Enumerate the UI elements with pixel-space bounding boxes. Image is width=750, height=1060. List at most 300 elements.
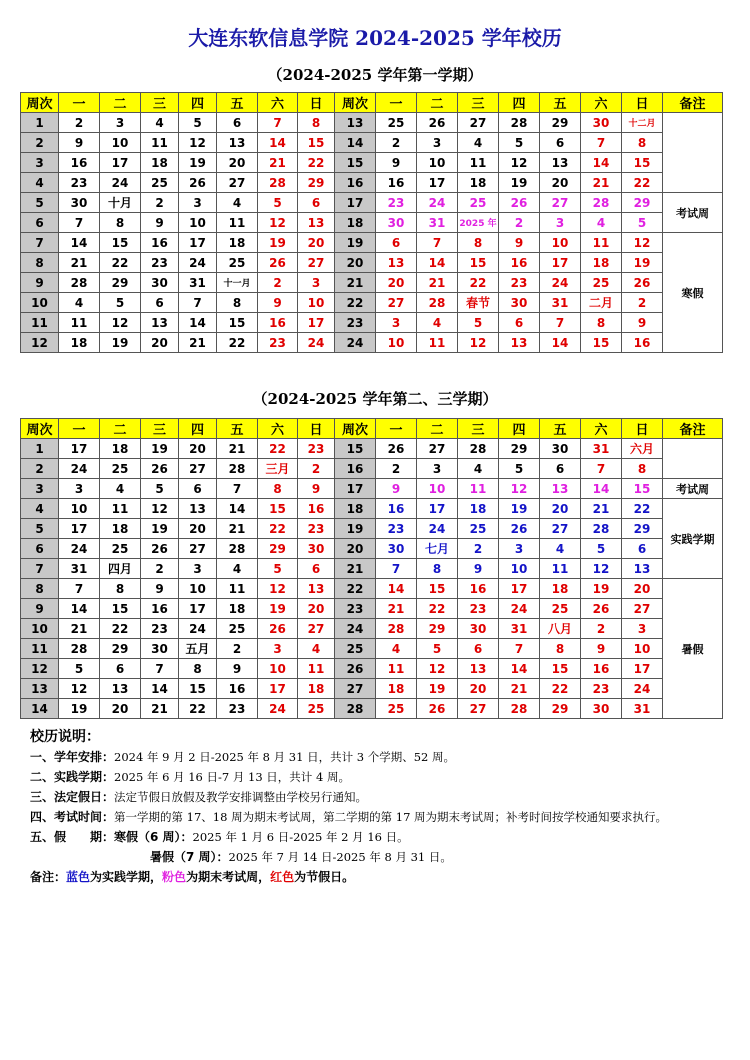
day-cell: 21	[581, 173, 622, 193]
column-header: 三	[141, 419, 179, 439]
day-cell: 4	[458, 459, 499, 479]
day-cell: 12	[179, 133, 217, 153]
week-row	[21, 133, 723, 153]
day-cell: 30	[581, 699, 622, 719]
day-cell: 4	[217, 559, 258, 579]
day-cell: 28	[499, 699, 540, 719]
week-row	[21, 113, 723, 133]
day-cell: 4	[100, 479, 141, 499]
day-cell: 26	[258, 253, 298, 273]
day-cell: 13	[298, 579, 335, 599]
column-header: 二	[100, 93, 141, 113]
week-row	[21, 153, 723, 173]
day-cell: 22	[217, 333, 258, 353]
day-cell: 24	[59, 539, 100, 559]
week-row	[21, 539, 723, 559]
day-cell: 23	[298, 439, 335, 459]
day-cell: 29	[622, 519, 663, 539]
day-cell: 13	[540, 479, 581, 499]
column-header: 四	[499, 419, 540, 439]
day-cell: 20	[100, 699, 141, 719]
day-cell: 14	[417, 253, 458, 273]
day-cell: 26	[258, 619, 298, 639]
day-cell: 23	[59, 173, 100, 193]
day-cell: 11	[458, 479, 499, 499]
remark-cell: 考试周	[663, 193, 723, 233]
week-number: 9	[21, 273, 59, 293]
day-cell: 14	[376, 579, 417, 599]
day-cell: 20	[540, 173, 581, 193]
column-header: 五	[540, 93, 581, 113]
day-cell: 10	[376, 333, 417, 353]
day-cell: 2	[458, 539, 499, 559]
week-number: 8	[21, 253, 59, 273]
day-cell: 20	[458, 679, 499, 699]
day-cell: 2025 年	[458, 213, 499, 233]
day-cell: 25	[141, 173, 179, 193]
day-cell: 18	[298, 679, 335, 699]
notes-heading: 校历说明：	[30, 729, 100, 745]
day-cell: 22	[540, 679, 581, 699]
week-number: 19	[335, 519, 376, 539]
day-cell: 3	[540, 213, 581, 233]
day-cell: 6	[179, 479, 217, 499]
day-cell: 12	[258, 213, 298, 233]
week-number: 27	[335, 679, 376, 699]
day-cell: 11	[540, 559, 581, 579]
day-cell: 10	[417, 479, 458, 499]
week-row	[21, 173, 723, 193]
day-cell: 20	[179, 519, 217, 539]
column-header: 四	[179, 419, 217, 439]
day-cell: 20	[141, 333, 179, 353]
week-number: 11	[21, 313, 59, 333]
week-number: 2	[21, 459, 59, 479]
day-cell: 23	[258, 333, 298, 353]
day-cell: 30	[141, 273, 179, 293]
week-number: 10	[21, 293, 59, 313]
note-item: 三、法定假日：法定节假日放假及教学安排调整由学校另行通知。	[30, 790, 368, 804]
calendar-title: 大连东软信息学院 2024-2025 学年校历	[188, 26, 562, 50]
day-cell: 14	[258, 133, 298, 153]
note-item: 暑假（7 周）：2025 年 7 月 14 日-2025 年 8 月 31 日。	[150, 850, 452, 864]
day-cell: 16	[499, 253, 540, 273]
day-cell: 28	[376, 619, 417, 639]
day-cell: 2	[376, 459, 417, 479]
day-cell: 20	[540, 499, 581, 519]
week-number: 22	[335, 293, 376, 313]
semester2-title: （2024-2025 学年第二、三学期）	[252, 390, 498, 408]
day-cell: 13	[217, 133, 258, 153]
day-cell: 14	[141, 679, 179, 699]
note-item: 二、实践学期：2025 年 6 月 16 日-7 月 13 日，共计 4 周。	[30, 770, 350, 784]
week-number: 15	[335, 153, 376, 173]
week-row	[21, 273, 723, 293]
day-cell: 30	[458, 619, 499, 639]
day-cell: 29	[100, 273, 141, 293]
day-cell: 3	[258, 639, 298, 659]
day-cell: 11	[217, 213, 258, 233]
day-cell: 30	[59, 193, 100, 213]
day-cell: 17	[298, 313, 335, 333]
day-cell: 24	[417, 193, 458, 213]
day-cell: 5	[141, 479, 179, 499]
day-cell: 十二月	[622, 113, 663, 133]
day-cell: 四月	[100, 559, 141, 579]
day-cell: 22	[417, 599, 458, 619]
day-cell: 9	[141, 213, 179, 233]
week-number: 11	[21, 639, 59, 659]
day-cell: 21	[417, 273, 458, 293]
day-cell: 23	[298, 519, 335, 539]
day-cell: 8	[581, 313, 622, 333]
day-cell: 27	[298, 619, 335, 639]
column-header: 二	[417, 419, 458, 439]
column-header: 备注	[663, 93, 723, 113]
day-cell: 3	[298, 273, 335, 293]
week-number: 5	[21, 519, 59, 539]
day-cell: 7	[59, 579, 100, 599]
day-cell: 28	[217, 459, 258, 479]
day-cell: 28	[458, 439, 499, 459]
column-header: 日	[622, 419, 663, 439]
day-cell: 11	[141, 133, 179, 153]
day-cell: 10	[258, 659, 298, 679]
day-cell: 5	[499, 133, 540, 153]
day-cell: 26	[417, 699, 458, 719]
week-number: 7	[21, 559, 59, 579]
day-cell: 7	[581, 133, 622, 153]
day-cell: 30	[540, 439, 581, 459]
day-cell: 10	[298, 293, 335, 313]
day-cell: 8	[540, 639, 581, 659]
column-header: 六	[258, 93, 298, 113]
day-cell: 13	[100, 679, 141, 699]
day-cell: 13	[458, 659, 499, 679]
day-cell: 6	[100, 659, 141, 679]
day-cell: 2	[59, 113, 100, 133]
day-cell: 18	[100, 519, 141, 539]
day-cell: 25	[298, 699, 335, 719]
day-cell: 16	[458, 579, 499, 599]
week-row	[21, 639, 723, 659]
day-cell: 10	[540, 233, 581, 253]
day-cell: 五月	[179, 639, 217, 659]
week-number: 22	[335, 579, 376, 599]
day-cell: 9	[499, 233, 540, 253]
day-cell: 31	[179, 273, 217, 293]
day-cell: 13	[179, 499, 217, 519]
day-cell: 21	[217, 439, 258, 459]
day-cell: 17	[540, 253, 581, 273]
day-cell: 24	[499, 599, 540, 619]
day-cell: 25	[581, 273, 622, 293]
day-cell: 18	[581, 253, 622, 273]
week-number: 16	[335, 173, 376, 193]
day-cell: 24	[298, 333, 335, 353]
day-cell: 30	[499, 293, 540, 313]
day-cell: 26	[141, 539, 179, 559]
day-cell: 17	[499, 579, 540, 599]
day-cell: 12	[417, 659, 458, 679]
day-cell: 4	[59, 293, 100, 313]
day-cell: 8	[258, 479, 298, 499]
week-number: 23	[335, 313, 376, 333]
day-cell: 15	[298, 133, 335, 153]
day-cell: 28	[59, 639, 100, 659]
header-row	[21, 93, 723, 113]
day-cell: 14	[499, 659, 540, 679]
day-cell: 9	[258, 293, 298, 313]
day-cell: 春节	[458, 293, 499, 313]
day-cell: 27	[217, 173, 258, 193]
column-header: 一	[376, 93, 417, 113]
day-cell: 16	[622, 333, 663, 353]
day-cell: 13	[499, 333, 540, 353]
day-cell: 14	[540, 333, 581, 353]
day-cell: 11	[100, 499, 141, 519]
day-cell: 15	[622, 479, 663, 499]
day-cell: 27	[540, 519, 581, 539]
column-header: 日	[298, 419, 335, 439]
day-cell: 5	[100, 293, 141, 313]
day-cell: 11	[298, 659, 335, 679]
week-number: 25	[335, 639, 376, 659]
day-cell: 17	[59, 439, 100, 459]
day-cell: 30	[141, 639, 179, 659]
day-cell: 22	[298, 153, 335, 173]
day-cell: 2	[499, 213, 540, 233]
day-cell: 24	[540, 273, 581, 293]
day-cell: 18	[458, 499, 499, 519]
week-row	[21, 213, 723, 233]
day-cell: 12	[59, 679, 100, 699]
day-cell: 18	[141, 153, 179, 173]
week-number: 5	[21, 193, 59, 213]
day-cell: 23	[376, 193, 417, 213]
week-number: 15	[335, 439, 376, 459]
day-cell: 26	[179, 173, 217, 193]
column-header: 一	[376, 419, 417, 439]
day-cell: 二月	[581, 293, 622, 313]
day-cell: 24	[179, 619, 217, 639]
day-cell: 6	[376, 233, 417, 253]
day-cell: 22	[100, 253, 141, 273]
day-cell: 18	[376, 679, 417, 699]
day-cell: 16	[217, 679, 258, 699]
day-cell: 2	[622, 293, 663, 313]
day-cell: 20	[179, 439, 217, 459]
day-cell: 12	[581, 559, 622, 579]
day-cell: 29	[298, 173, 335, 193]
day-cell: 15	[458, 253, 499, 273]
day-cell: 9	[217, 659, 258, 679]
day-cell: 23	[141, 253, 179, 273]
week-row	[21, 333, 723, 353]
day-cell: 29	[622, 193, 663, 213]
day-cell: 5	[458, 313, 499, 333]
day-cell: 26	[417, 113, 458, 133]
day-cell: 22	[458, 273, 499, 293]
day-cell: 28	[499, 113, 540, 133]
day-cell: 26	[581, 599, 622, 619]
week-number: 12	[21, 333, 59, 353]
day-cell: 16	[376, 499, 417, 519]
day-cell: 25	[100, 459, 141, 479]
day-cell: 27	[179, 539, 217, 559]
day-cell: 10	[179, 579, 217, 599]
day-cell: 4	[298, 639, 335, 659]
day-cell: 20	[217, 153, 258, 173]
day-cell: 20	[298, 233, 335, 253]
column-header: 周次	[21, 93, 59, 113]
day-cell: 26	[622, 273, 663, 293]
day-cell: 4	[540, 539, 581, 559]
week-number: 13	[335, 113, 376, 133]
column-header: 五	[217, 93, 258, 113]
day-cell: 9	[622, 313, 663, 333]
column-header: 一	[59, 93, 100, 113]
week-row	[21, 253, 723, 273]
day-cell: 14	[581, 153, 622, 173]
day-cell: 31	[59, 559, 100, 579]
week-number: 2	[21, 133, 59, 153]
day-cell: 9	[376, 479, 417, 499]
day-cell: 8	[217, 293, 258, 313]
day-cell: 4	[141, 113, 179, 133]
day-cell: 十一月	[217, 273, 258, 293]
day-cell: 10	[59, 499, 100, 519]
week-number: 4	[21, 499, 59, 519]
day-cell: 3	[417, 133, 458, 153]
day-cell: 三月	[258, 459, 298, 479]
day-cell: 31	[499, 619, 540, 639]
week-number: 16	[335, 459, 376, 479]
day-cell: 20	[622, 579, 663, 599]
day-cell: 16	[376, 173, 417, 193]
day-cell: 25	[376, 113, 417, 133]
day-cell: 21	[141, 699, 179, 719]
semester1-title: （2024-2025 学年第一学期）	[267, 66, 483, 84]
day-cell: 12	[499, 479, 540, 499]
day-cell: 19	[141, 439, 179, 459]
day-cell: 11	[581, 233, 622, 253]
week-number: 17	[335, 193, 376, 213]
day-cell: 7	[376, 559, 417, 579]
day-cell: 23	[141, 619, 179, 639]
day-cell: 23	[217, 699, 258, 719]
day-cell: 6	[622, 539, 663, 559]
day-cell: 21	[499, 679, 540, 699]
remark-cell: 实践学期	[663, 499, 723, 579]
day-cell: 6	[540, 133, 581, 153]
day-cell: 2	[581, 619, 622, 639]
day-cell: 18	[458, 173, 499, 193]
week-row	[21, 519, 723, 539]
day-cell: 21	[376, 599, 417, 619]
day-cell: 17	[59, 519, 100, 539]
day-cell: 4	[217, 193, 258, 213]
day-cell: 15	[100, 599, 141, 619]
week-number: 7	[21, 233, 59, 253]
week-row	[21, 479, 723, 499]
day-cell: 6	[540, 459, 581, 479]
day-cell: 13	[141, 313, 179, 333]
color-legend: 备注：蓝色为实践学期，粉色为期末考试周，红色为节假日。	[30, 870, 355, 884]
day-cell: 8	[298, 113, 335, 133]
week-row	[21, 599, 723, 619]
day-cell: 22	[622, 499, 663, 519]
day-cell: 28	[417, 293, 458, 313]
week-number: 13	[21, 679, 59, 699]
day-cell: 2	[298, 459, 335, 479]
day-cell: 11	[59, 313, 100, 333]
semester2-table	[20, 418, 723, 719]
week-row	[21, 459, 723, 479]
week-number: 9	[21, 599, 59, 619]
day-cell: 5	[59, 659, 100, 679]
day-cell: 6	[499, 313, 540, 333]
day-cell: 23	[581, 679, 622, 699]
day-cell: 2	[141, 559, 179, 579]
note-item: 四、考试时间：第一学期的第 17、18 周为期末考试周，第二学期的第 17 周为期末考试周；补考时间按学校通知要求执行。	[30, 810, 668, 824]
day-cell: 31	[540, 293, 581, 313]
day-cell: 15	[179, 679, 217, 699]
day-cell: 25	[458, 193, 499, 213]
day-cell: 3	[499, 539, 540, 559]
column-header: 五	[217, 419, 258, 439]
day-cell: 25	[100, 539, 141, 559]
day-cell: 24	[179, 253, 217, 273]
day-cell: 16	[581, 659, 622, 679]
week-row	[21, 619, 723, 639]
header-row	[21, 419, 723, 439]
note-item: 五、假 期：寒假（6 周）：2025 年 1 月 6 日-2025 年 2 月 16 日。	[30, 830, 409, 844]
day-cell: 9	[581, 639, 622, 659]
day-cell: 21	[258, 153, 298, 173]
day-cell: 24	[100, 173, 141, 193]
day-cell: 29	[540, 113, 581, 133]
day-cell: 22	[622, 173, 663, 193]
day-cell: 24	[258, 699, 298, 719]
day-cell: 27	[458, 699, 499, 719]
week-number: 4	[21, 173, 59, 193]
day-cell: 24	[59, 459, 100, 479]
day-cell: 31	[417, 213, 458, 233]
day-cell: 17	[179, 233, 217, 253]
semester1-table	[20, 92, 723, 353]
day-cell: 7	[179, 293, 217, 313]
day-cell: 8	[622, 133, 663, 153]
week-number: 24	[335, 619, 376, 639]
column-header: 日	[622, 93, 663, 113]
day-cell: 5	[417, 639, 458, 659]
day-cell: 10	[100, 133, 141, 153]
day-cell: 6	[458, 639, 499, 659]
day-cell: 18	[100, 439, 141, 459]
week-number: 8	[21, 579, 59, 599]
day-cell: 25	[540, 599, 581, 619]
day-cell: 13	[540, 153, 581, 173]
day-cell: 28	[258, 173, 298, 193]
day-cell: 10	[499, 559, 540, 579]
day-cell: 23	[458, 599, 499, 619]
column-header: 三	[141, 93, 179, 113]
week-number: 10	[21, 619, 59, 639]
day-cell: 26	[499, 193, 540, 213]
week-number: 19	[335, 233, 376, 253]
day-cell: 12	[622, 233, 663, 253]
